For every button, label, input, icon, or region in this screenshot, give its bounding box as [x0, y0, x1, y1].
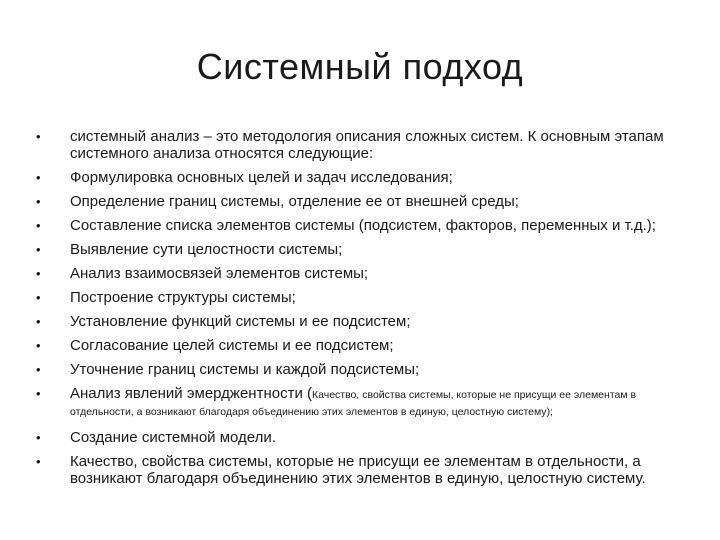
bullet-list — [36, 128, 684, 494]
list-item-text: Выявление сути целостности системы; — [70, 241, 343, 258]
list-item-text: Согласование целей системы и ее подсистем; — [70, 337, 394, 354]
list-item — [36, 429, 684, 446]
list-item-text: Анализ взаимосвязей элементов системы; — [70, 265, 369, 282]
list-item-text: Установление функций системы и ее подсистем; — [70, 313, 411, 330]
list-item-text: Уточнение границ системы и каждой подсистемы; — [70, 361, 420, 378]
list-item — [36, 128, 684, 162]
bullet-icon: • — [36, 290, 41, 305]
slide-title: Системный подход — [196, 46, 524, 87]
list-item — [36, 337, 684, 354]
list-item-text: Анализ явлений эмерджентности ( — [70, 385, 312, 402]
bullet-icon: • — [36, 430, 41, 445]
bullet-icon: • — [36, 386, 41, 401]
list-item — [36, 265, 684, 282]
list-item-text: Качество, свойства системы, которые не присущи ее элементам в отдельности, а возникают благодаря объединению этих элементов в единую, целостную систему. — [70, 453, 646, 487]
list-item — [36, 169, 684, 186]
list-item-text: Построение структуры системы; — [70, 289, 296, 306]
list-item — [36, 453, 684, 487]
list-item-text: Составление списка элементов системы (подсистем, факторов, переменных и т.д.); — [70, 217, 656, 234]
bullet-icon: • — [36, 129, 41, 144]
list-item — [36, 289, 684, 306]
list-item-text: Определение границ системы, отделение ее от внешней среды; — [70, 193, 519, 210]
list-item-text: системный анализ – это методология описания сложных систем. К основным этапам системного анализа относятся следующие: — [70, 128, 664, 162]
list-item — [36, 193, 684, 210]
bullet-icon: • — [36, 218, 41, 233]
list-item-text: Создание системной модели. — [70, 429, 276, 446]
bullet-icon: • — [36, 338, 41, 353]
bullet-icon: • — [36, 242, 41, 257]
bullet-icon: • — [36, 194, 41, 209]
bullet-icon: • — [36, 266, 41, 281]
bullet-icon: • — [36, 362, 41, 377]
list-item — [36, 217, 684, 234]
bullet-icon: • — [36, 454, 41, 469]
list-item-text: Формулировка основных целей и задач исследования; — [70, 169, 453, 186]
list-item — [36, 361, 684, 378]
list-item — [36, 313, 684, 330]
bullet-icon: • — [36, 314, 41, 329]
bullet-icon: • — [36, 170, 41, 185]
list-item — [36, 385, 684, 419]
list-item — [36, 241, 684, 258]
list-item-tail: ); — [546, 406, 553, 418]
list-item-note: Качество, свойства системы, которые не присущи ее элементам в отдельности, а возникают благодаря объединению этих элементов в единую, целостную систему — [70, 389, 637, 418]
